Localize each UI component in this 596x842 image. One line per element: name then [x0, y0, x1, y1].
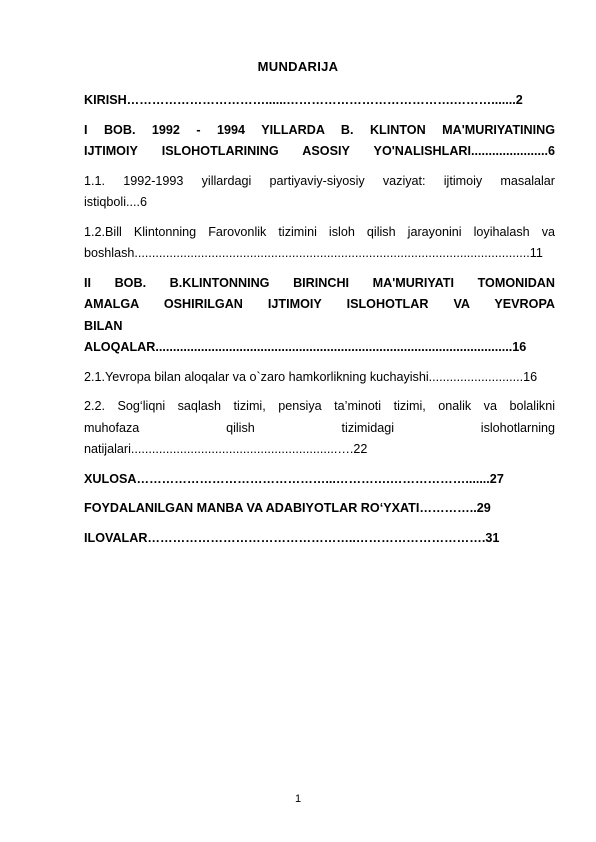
toc-entry-chapter-1[interactable]: [84, 120, 555, 163]
toc-line: istiqboli....6: [84, 195, 147, 209]
toc-line: KIRISH……………………………......………………………………….……….......2: [84, 93, 523, 107]
toc-line: ALOQALAR......................................................................................................16: [84, 340, 527, 354]
toc-line: IJTIMOIY ISLOHOTLARINING ASOSIY YO'NALISHLARI......................6: [84, 144, 555, 158]
toc-entry-section-2-2[interactable]: [84, 396, 555, 461]
toc-line: 2.1.Yevropa bilan aloqalar va o`zaro hamkorlikning kuchayishi...........................16: [84, 369, 538, 384]
toc-entry-xulosa[interactable]: [84, 469, 555, 491]
toc-line: 2.2. Sog‘liqni saqlash tizimi, pensiya ta’minoti tizimi, onalik va bolalikni: [84, 399, 555, 413]
table-of-contents: [84, 90, 555, 557]
toc-line: boshlash.................................................................................................................11: [84, 246, 543, 260]
toc-line: ILOVALAR…………………………………………..………………………….31: [84, 530, 500, 545]
toc-entry-ilovalar[interactable]: [84, 528, 555, 550]
page-title: MUNDARIJA: [257, 59, 339, 74]
toc-line: XULOSA………………………………………...………….……………….......27: [84, 471, 504, 486]
toc-entry-chapter-2[interactable]: [84, 273, 555, 359]
toc-line: 1.2.Bill Klintonning Farovonlik tizimini isloh qilish jarayonini loyihalash va: [84, 224, 555, 239]
toc-line: II BOB. B.KLINTONNING BIRINCHI MA'MURIYATI TOMONIDAN: [84, 275, 555, 290]
toc-entry-bibliography[interactable]: [84, 498, 555, 520]
toc-entry-section-1-1[interactable]: [84, 171, 555, 214]
toc-line: natijalari...........................................................….22: [84, 442, 368, 456]
toc-line: FOYDALANILGAN MANBA VA ADABIYOTLAR RO‘YXATI…………..29: [84, 501, 491, 515]
toc-line: AMALGA OSHIRILGAN IJTIMOIY ISLOHOTLAR VA YEVROPA: [84, 297, 555, 311]
toc-line: I BOB. 1992 - 1994 YILLARDA B. KLINTON MA'MURIYATINING: [84, 122, 555, 137]
toc-line: BILAN: [84, 318, 123, 333]
toc-line: 1.1. 1992-1993 yillardagi partiyaviy-siyosiy vaziyat: ijtimoiy masalalar: [84, 173, 555, 188]
toc-entry-section-1-2[interactable]: [84, 222, 555, 265]
toc-line: muhofaza qilish tizimidagi islohotlarning: [84, 420, 555, 435]
page-number: 1: [294, 793, 302, 805]
toc-entry-section-2-1[interactable]: [84, 367, 555, 389]
toc-entry-kirish[interactable]: [84, 90, 555, 112]
